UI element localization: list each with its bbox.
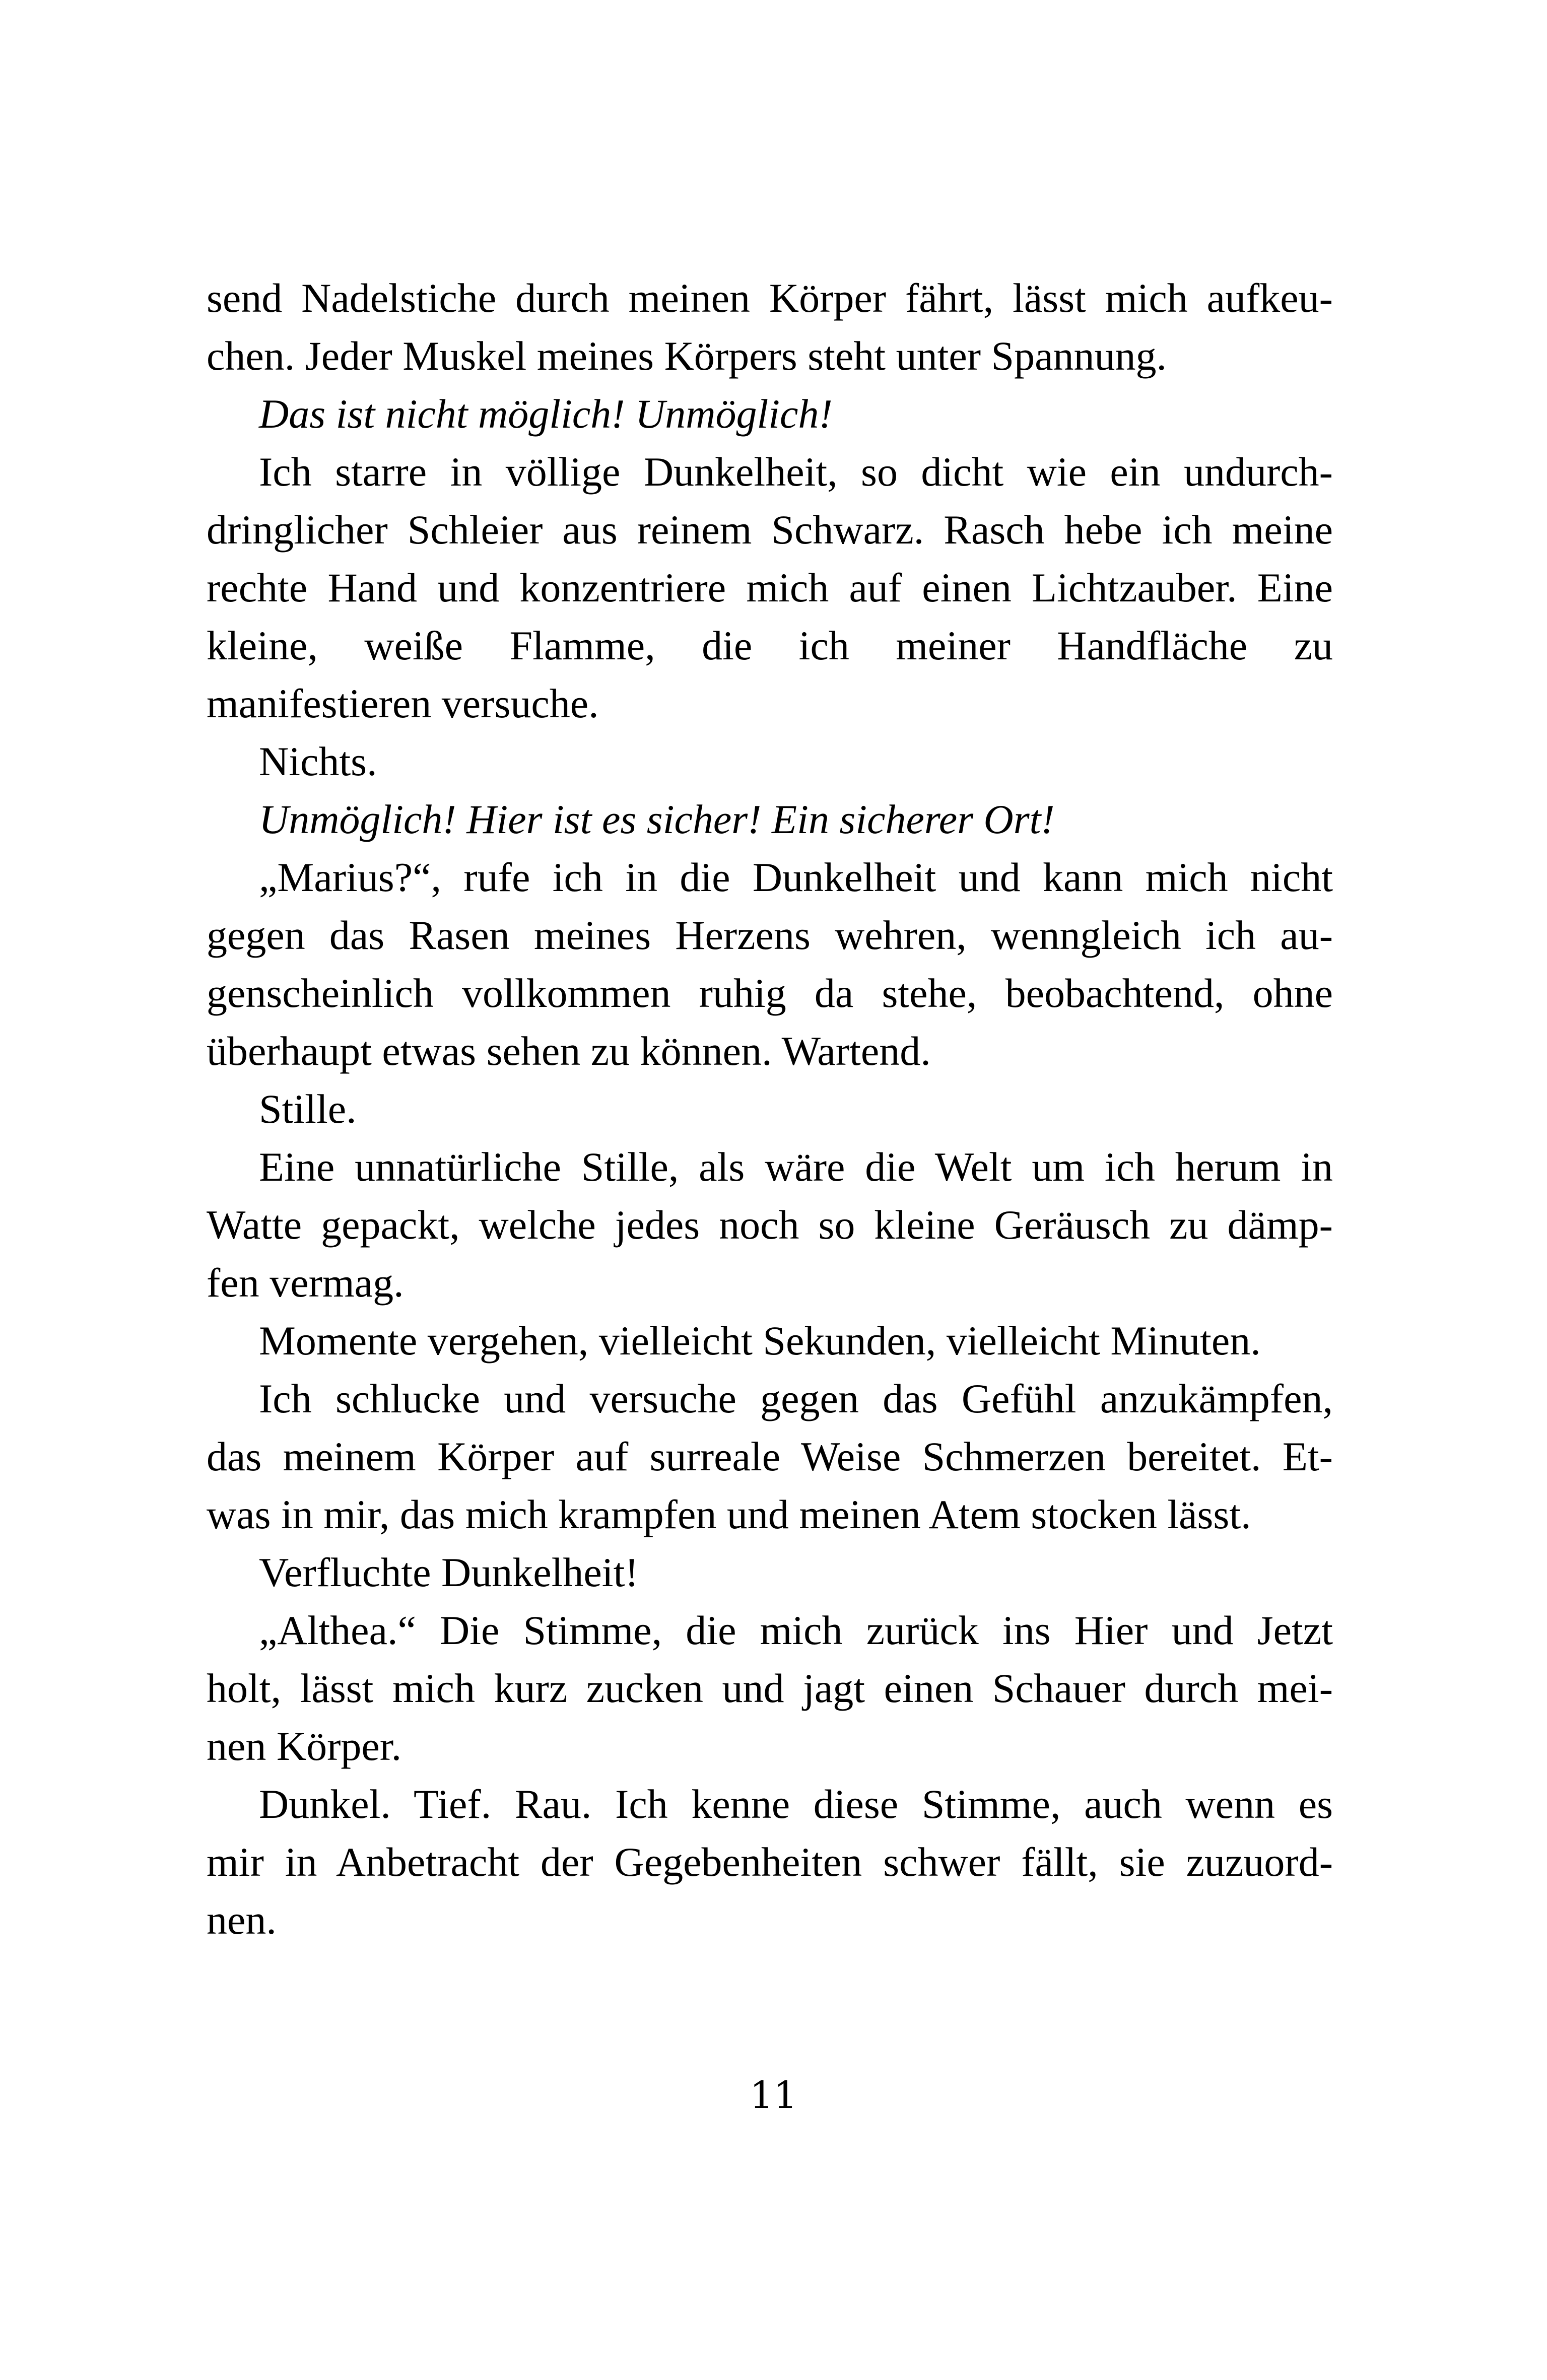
text-line: nen. xyxy=(207,1897,277,1943)
text-line: „Althea.“ Die Stimme, die mich zurück ins Hier und Jetzt xyxy=(259,1607,1333,1653)
text-line: chen. Jeder Muskel meines Körpers steht unter Spannung. xyxy=(207,333,1167,379)
text-line: Stille. xyxy=(259,1086,357,1132)
text-line: Momente vergehen, vielleicht Sekunden, vielleicht Minuten. xyxy=(259,1318,1261,1364)
text-line: Dunkel. Tief. Rau. Ich kenne diese Stimme, auch wenn es xyxy=(259,1781,1333,1827)
text-line: Nichts. xyxy=(259,738,377,784)
text-line: Unmöglich! Hier ist es sicher! Ein sicherer Ort! xyxy=(259,796,1055,842)
page-number: 11 xyxy=(750,2074,797,2117)
text-line: nen Körper. xyxy=(207,1723,402,1769)
text-line: was in mir, das mich krampfen und meinen Atem stocken lässt. xyxy=(207,1491,1251,1537)
text-line: Verfluchte Dunkelheit! xyxy=(259,1549,639,1595)
text-line: genscheinlich vollkommen ruhig da stehe, beobachtend, ohne xyxy=(207,970,1333,1016)
text-line: Das ist nicht möglich! Unmöglich! xyxy=(259,391,833,437)
text-line: überhaupt etwas sehen zu können. Wartend. xyxy=(207,1028,931,1074)
text-line: rechte Hand und konzentriere mich auf einen Lichtzauber. Eine xyxy=(207,565,1333,610)
text-line: send Nadelstiche durch meinen Körper fährt, lässt mich aufkeu- xyxy=(207,275,1333,321)
text-line: holt, lässt mich kurz zucken und jagt einen Schauer durch mei- xyxy=(207,1665,1333,1711)
text-line: „Marius?“, rufe ich in die Dunkelheit und kann mich nicht xyxy=(259,854,1333,900)
text-line: das meinem Körper auf surreale Weise Schmerzen bereitet. Et- xyxy=(207,1434,1333,1479)
text-line: mir in Anbetracht der Gegebenheiten schwer fällt, sie zuzuord- xyxy=(207,1839,1333,1885)
text-line: manifestieren versuche. xyxy=(207,681,599,726)
text-line: Ich schlucke und versuche gegen das Gefühl anzukämpfen, xyxy=(259,1376,1333,1421)
text-line: kleine, weiße Flamme, die ich meiner Handfläche zu xyxy=(207,623,1333,668)
text-line: Eine unnatürliche Stille, als wäre die Welt um ich herum in xyxy=(259,1144,1333,1190)
text-line: gegen das Rasen meines Herzens wehren, wenngleich ich au- xyxy=(207,912,1333,958)
text-line: fen vermag. xyxy=(207,1260,404,1306)
text-line: dringlicher Schleier aus reinem Schwarz. Rasch hebe ich meine xyxy=(207,507,1333,553)
text-line: Watte gepackt, welche jedes noch so kleine Geräusch zu dämp- xyxy=(207,1202,1333,1248)
body-text xyxy=(207,269,1333,1949)
text-line: Ich starre in völlige Dunkelheit, so dicht wie ein undurch- xyxy=(259,449,1333,495)
